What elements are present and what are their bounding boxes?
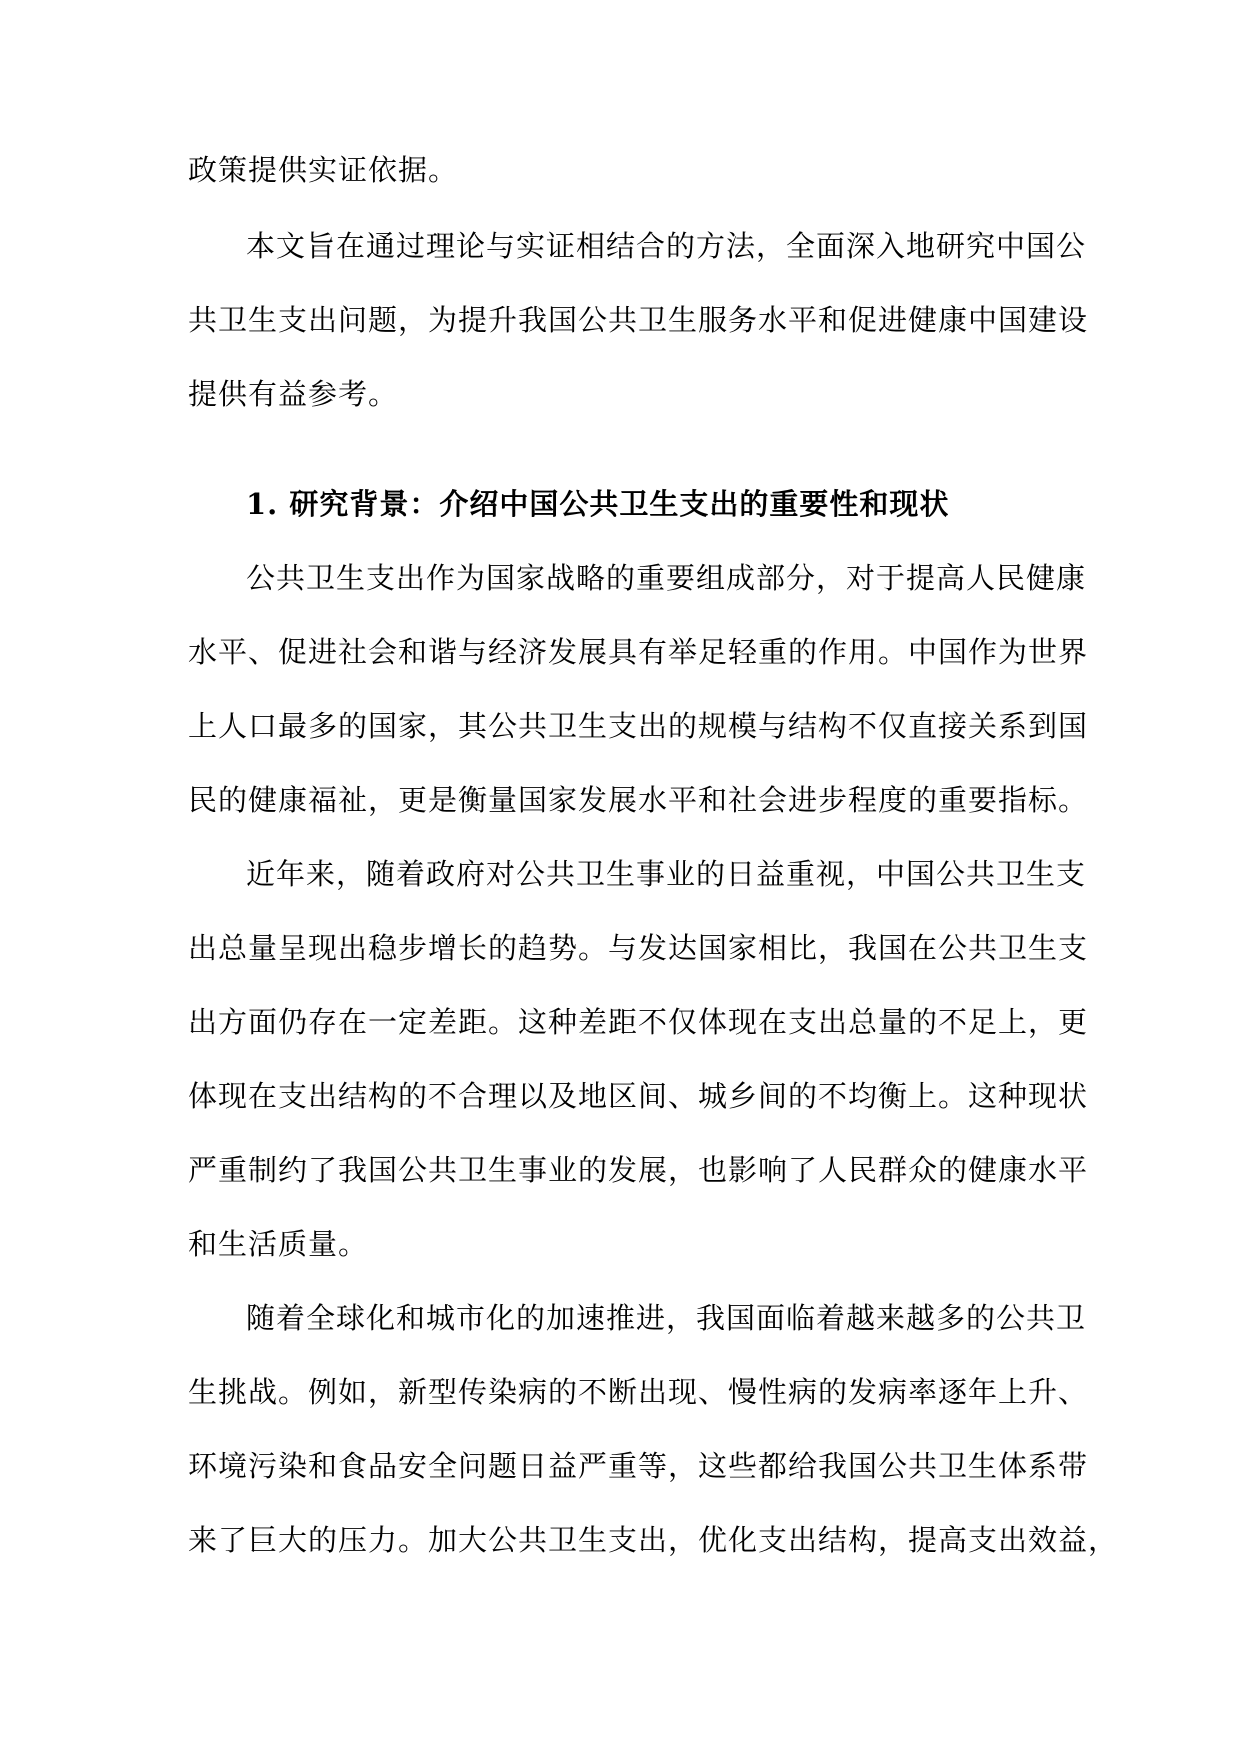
paragraph-line: 出方面仍存在一定差距。这种差距不仅体现在支出总量的不足上，更: [188, 1005, 1089, 1039]
paragraph-line: 上人口最多的国家，其公共卫生支出的规模与结构不仅直接关系到国: [188, 709, 1089, 743]
paragraph-line: 来了巨大的压力。加大公共卫生支出，优化支出结构，提高支出效益，: [188, 1523, 1119, 1557]
paragraph-line: 环境污染和食品安全问题日益严重等，这些都给我国公共卫生体系带: [188, 1449, 1089, 1483]
paragraph-line: 政策提供实证依据。: [188, 153, 459, 187]
paragraph-line: 民的健康福祉，更是衡量国家发展水平和社会进步程度的重要指标。: [188, 783, 1089, 817]
section-heading: 1. 研究背景：介绍中国公共卫生支出的重要性和现状: [246, 487, 950, 521]
paragraph-line: 生挑战。例如，新型传染病的不断出现、慢性病的发病率逐年上升、: [188, 1375, 1089, 1409]
paragraph-line: 本文旨在通过理论与实证相结合的方法，全面深入地研究中国公: [246, 229, 1087, 263]
paragraph-line: 近年来，随着政府对公共卫生事业的日益重视，中国公共卫生支: [246, 857, 1087, 891]
paragraph-line: 公共卫生支出作为国家战略的重要组成部分，对于提高人民健康: [246, 561, 1087, 595]
paragraph-line: 随着全球化和城市化的加速推进，我国面临着越来越多的公共卫: [246, 1301, 1087, 1335]
paragraph-line: 共卫生支出问题，为提升我国公共卫生服务水平和促进健康中国建设: [188, 303, 1089, 337]
paragraph-line: 和生活质量。: [188, 1227, 369, 1261]
paragraph-line: 体现在支出结构的不合理以及地区间、城乡间的不均衡上。这种现状: [188, 1079, 1089, 1113]
paragraph-line: 严重制约了我国公共卫生事业的发展，也影响了人民群众的健康水平: [188, 1153, 1089, 1187]
paragraph-line: 出总量呈现出稳步增长的趋势。与发达国家相比，我国在公共卫生支: [188, 931, 1089, 965]
paragraph-line: 水平、促进社会和谐与经济发展具有举足轻重的作用。中国作为世界: [188, 635, 1089, 669]
paragraph-line: 提供有益参考。: [188, 377, 399, 411]
